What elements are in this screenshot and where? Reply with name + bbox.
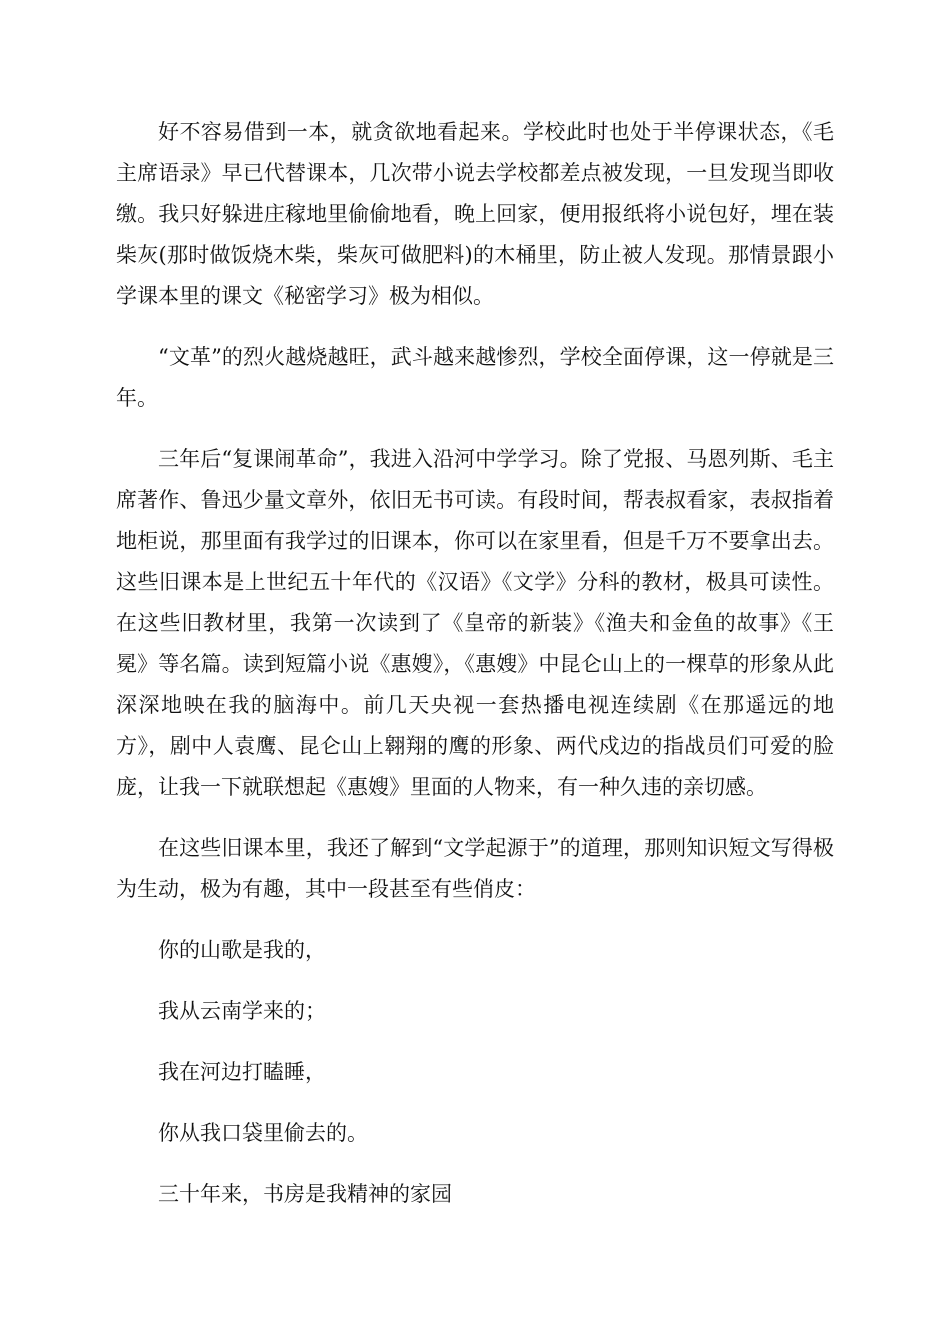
poem-line-4: 你从我口袋里偷去的。 — [158, 1121, 368, 1145]
document-page — [116, 112, 834, 1215]
poem-line-1: 你的山歌是我的， — [158, 938, 326, 962]
paragraph-literature-origin: 在这些旧课本里，我还了解到“文学起源于”的道理，那则知识短文写得极为生动，极为有趣，其中一段甚至有些俏皮： — [116, 836, 834, 901]
paragraph-secret-reading: 好不容易借到一本，就贪欲地看起来。学校此时也处于半停课状态，《毛主席语录》早已代替课本，几次带小说去学校都差点被发现，一旦发现当即收缴。我只好躲进庄稼地里偷偷地看，晚上回家，便用报纸将小说包好，埋在装柴灰(那时做饭烧木柴，柴灰可做肥料)的木桶里，防止被人发现。那情景跟小学课本里的课文《秘密学习》极为相似。 — [116, 120, 834, 308]
paragraph-school-closure: “文革”的烈火越烧越旺，武斗越来越惨烈，学校全面停课，这一停就是三年。 — [116, 345, 834, 410]
poem-line-3: 我在河边打瞌睡， — [158, 1060, 326, 1084]
section-heading: 三十年来，书房是我精神的家园 — [158, 1182, 452, 1206]
paragraph-old-textbooks: 三年后“复课闹革命”，我进入沿河中学学习。除了党报、马恩列斯、毛主席著作、鲁迅少量文章外，依旧无书可读。有段时间，帮表叔看家，表叔指着地柜说，那里面有我学过的旧课本，你可以在家里看，但是千万不要拿出去。这些旧课本是上世纪五十年代的《汉语》《文学》分科的教材，极具可读性。在这些旧教材里，我第一次读到了《皇帝的新装》《渔夫和金鱼的故事》《王冕》等名篇。读到短篇小说《惠嫂》，《惠嫂》中昆仑山上的一棵草的形象从此深深地映在我的脑海中。前几天央视一套热播电视连续剧《在那遥远的地方》，剧中人袁鹰、昆仑山上翱翔的鹰的形象、两代戍边的指战员们可爱的脸庞，让我一下就联想起《惠嫂》里面的人物来，有一种久违的亲切感。 — [116, 447, 834, 799]
poem-line-2: 我从云南学来的； — [158, 999, 326, 1023]
